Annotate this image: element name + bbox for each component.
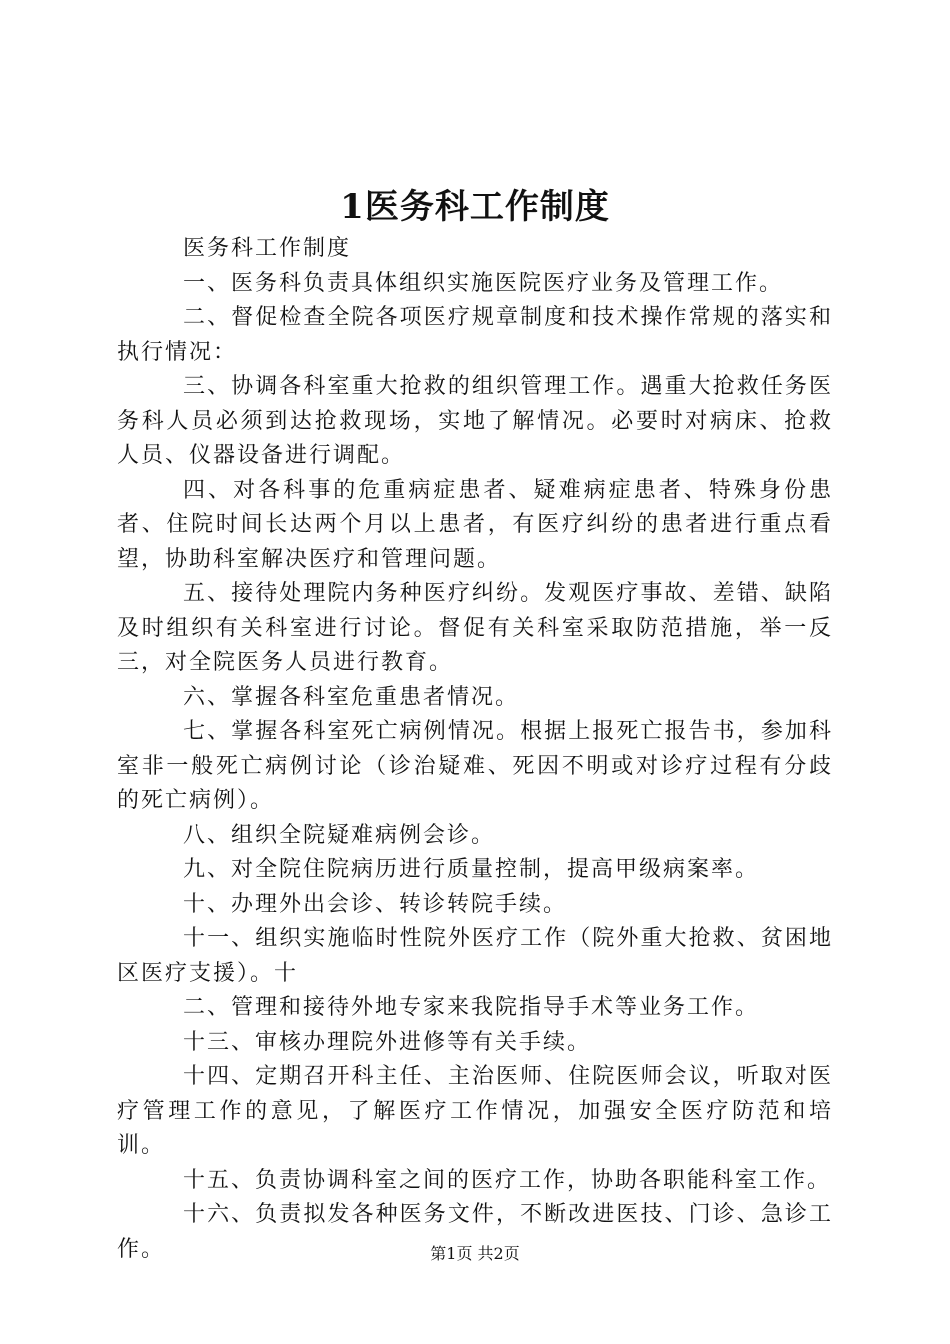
paragraph: 十四、定期召开科主任、主治医师、住院医师会议，听取对医疗管理工作的意见，了解医疗工作情况，加强安全医疗防范和培训。 xyxy=(117,1064,833,1158)
paragraph: 六、掌握各科室危重患者情况。 xyxy=(183,684,520,710)
page-number-footer: 第1页 共2页 xyxy=(430,1244,520,1263)
document-body xyxy=(117,232,833,1267)
paragraph: 五、接待处理院内务种医疗纠纷。发观医疗事故、差错、缺陷及时组织有关科室进行讨论。督促有关科室采取防范措施，举一反三，对全院医务人员进行教育。 xyxy=(117,581,833,675)
paragraph: 二、管理和接待外地专家来我院指导手术等业务工作。 xyxy=(183,995,760,1020)
paragraph: 四、对各科事的危重病症患者、疑难病症患者、特殊身份患者、住院时间长达两个月以上患者，有医疗纠纷的患者进行重点看望，协助科室解决医疗和管理问题。 xyxy=(117,477,833,572)
paragraph: 一、医务科负责具体组织实施医院医疗业务及管理工作。 xyxy=(183,270,784,296)
paragraph: 三、协调各科室重大抢救的组织管理工作。遇重大抢救任务医务科人员必须到达抢救现场，实地了解情况。必要时对病床、抢救人员、仪器设备进行调配。 xyxy=(117,374,833,468)
paragraph: 十一、组织实施临时性院外医疗工作（院外重大抢救、贫困地区医疗支援）。十 xyxy=(117,926,833,986)
document-title: 1医务科工作制度 xyxy=(340,187,610,227)
paragraph: 十三、审核办理院外进修等有关手续。 xyxy=(183,1029,592,1055)
paragraph: 十六、负责拟发各种医务文件，不断改进医技、门诊、急诊工作。 xyxy=(117,1202,833,1262)
paragraph: 十、办理外出会诊、转诊转院手续。 xyxy=(183,891,568,917)
paragraph: 十五、负责协调科室之间的医疗工作，协助各职能科室工作。 xyxy=(183,1167,832,1193)
paragraph: 八、组织全院疑难病例会诊。 xyxy=(183,822,496,848)
paragraph: 医务科工作制度 xyxy=(183,236,352,261)
paragraph: 七、掌握各科室死亡病例情况。根据上报死亡报告书，参加科室非一般死亡病例讨论（诊治疑难、死因不明或对诊疗过程有分歧的死亡病例）。 xyxy=(117,719,833,813)
paragraph: 二、督促检查全院各项医疗规章制度和技术操作常规的落实和执行情况： xyxy=(117,305,833,365)
paragraph: 九、对全院住院病历进行质量控制，提高甲级病案率。 xyxy=(183,857,760,882)
